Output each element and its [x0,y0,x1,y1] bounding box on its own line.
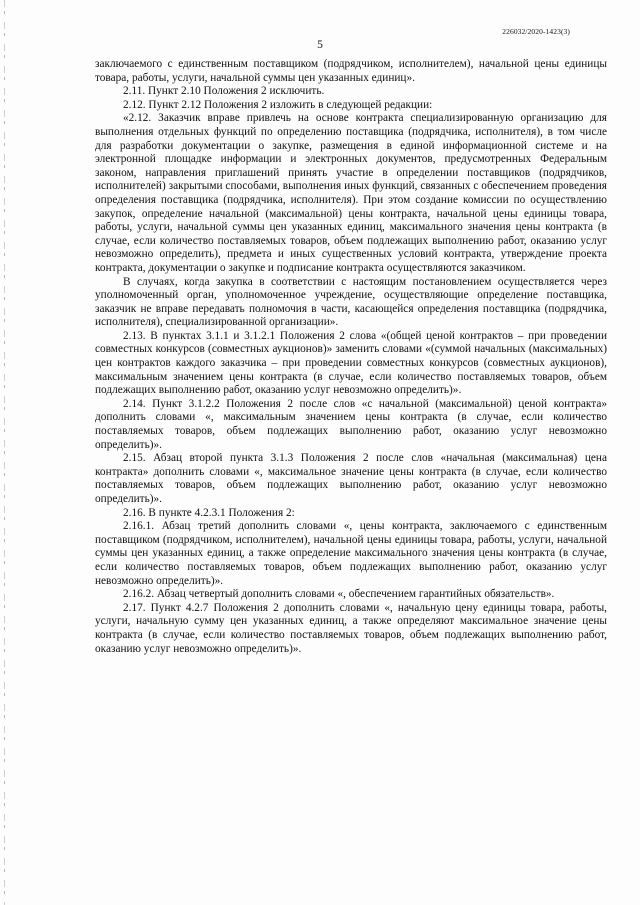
paragraph-2-17: 2.17. Пункт 4.2.7 Положения 2 дополнить словами «, начальную цену единицы товара, работы, услуги, начальную сумму цен указанных единиц, а также определяют максимальное значение цены контракта (в случае, если количество поставляемых товаров, объем подлежащих выполнению работ, оказанию услуг невозможно определить)». [95,601,607,655]
paragraph-2-12-intro: 2.12. Пункт 2.12 Положения 2 изложить в следующей редакции: [123,98,433,111]
document-body [95,58,607,656]
paragraph-2-14: 2.14. Пункт 3.1.2.2 Положения 2 после слов «с начальной (максимальной) ценой контракта» дополнить словами «, максимальным значением цены контракта (в случае, если количество поставляемых товаров, объем подлежащих выполнению работ, оказанию услуг невозможно определить)». [95,397,607,451]
paragraph-2-15: 2.15. Абзац второй пункта 3.1.3 Положения 2 после слов «начальная (максимальная) цена контракта» дополнить словами «, максимальное значение цены контракта (в случае, если количество поставляемых товаров, объем подлежащих выполнению работ, оказанию услуг невозможно определить)». [95,452,607,505]
paragraph-2-11: 2.11. Пункт 2.10 Положения 2 исключить. [123,85,325,98]
paragraph-2-12-text: «2.12. Заказчик вправе привлечь на основе контракта специализированную организацию для выполнения отдельных функций по определению поставщика (подрядчика, исполнителя), в том числе для разработки документации о закупке, размещения в единой информационной системе и на электронной площадке информации и электронных документов, предусмотренных Федеральным законом, направления приглашений принять участие в определении поставщиков (подрядчиков, исполнителей) закрытыми способами, выполнения иных функций, связанных с обеспечением проведения определения поставщика (подрядчика, исполнителя). При этом создание комиссии по осуществлению закупок, определение начальной (максимальной) цены контракта, начальной цены единицы товара, работы, услуги, начальной суммы цен указанных единиц, максимального значения цены контракта (в случае, если количество поставляемых товаров, объем подлежащих выполнению работ, оказанию услуг невозможно определить), предмета и иных существенных условий контракта, утверждение проекта контракта, документации о закупке и подписание контракта осуществляются заказчиком. [95,112,607,274]
paragraph-continuation: заключаемого с единственным поставщиком (подрядчиком, исполнителем), начальной цены единицы товара, работы, услуги, начальной суммы цен указанных единиц». [95,58,607,84]
paragraph-2-13: 2.13. В пунктах 3.1.1 и 3.1.2.1 Положения 2 слова «(общей ценой контрактов – при проведении совместных конкурсов (совместных аукционов)» заменить словами «(суммой начальных (максимальных) цен контрактов каждого заказчика – при проведении совместных конкурсов (совместных аукционов), максимальным значением цены контракта (в случае, если количество поставляемых товаров, объем подлежащих выполнению работ, оказанию услуг невозможно определить)». [95,329,607,397]
paragraph-2-12-cases: В случаях, когда закупка в соответствии с настоящим постановлением осуществляется через уполномоченный орган, уполномоченное учреждение, осуществляющие определение поставщика, заказчик не вправе передавать полномочия в части, касающейся определения поставщика (подрядчика, исполнителя), специализированной организации». [95,275,607,329]
paragraph-2-16-1: 2.16.1. Абзац третий дополнить словами «, цены контракта, заключаемого с единственным поставщиком (подрядчиком, исполнителем), начальной цены единицы товара, работы, услуги, начальной суммы цен указанных единиц, а также определение максимального значения цены контракта (в случае, если количество поставляемых товаров, объем подлежащих выполнению работ, оказанию услуг невозможно определить)». [95,520,607,587]
document-number: 226032/2020-1423(3) [502,27,570,36]
paragraph-2-16: 2.16. В пункте 4.2.3.1 Положения 2: [123,506,295,519]
paragraph-2-16-2: 2.16.2. Абзац четвертый дополнить словами «, обеспечением гарантийных обязательств». [123,588,555,601]
page-number: 5 [317,39,323,51]
scan-edge-artifact [4,0,5,905]
